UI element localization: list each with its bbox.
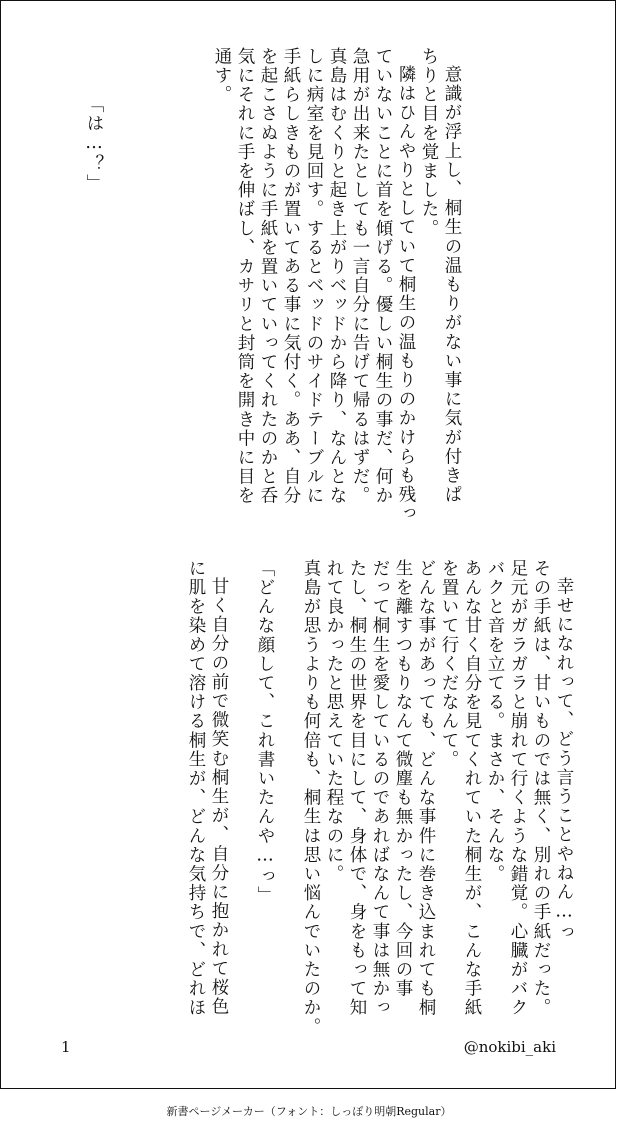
text-line: 気にそれに手を伸ばし、カサリと封筒を開き中に目を: [235, 47, 255, 506]
dialogue-text: 「は…？」: [84, 95, 104, 193]
text-line: 急用が出来たとしても一言自分に告げて帰るはずだ。: [350, 47, 370, 506]
footer-credit: 新書ページメーカー（フォント：しっぽり明朝Regular）: [166, 1105, 452, 1118]
text-line: しに病室を見回す。するとベッドのサイドテーブルに: [304, 47, 324, 506]
blank-line: [230, 559, 253, 1029]
text-line: 生を離すつもりなんて微塵も無かったし、今回の事: [393, 559, 413, 999]
upper-dialogue-line: [82, 95, 105, 193]
text-line: れて良かったと思えていた程なのに。: [324, 559, 344, 884]
text-line: ちりと目を覚ました。: [419, 47, 439, 238]
text-line: だって桐生を愛しているのであればなんて事は無かっ: [370, 559, 390, 1018]
text-line: その手紙は、甘いものでは無く、別れの手紙だった。: [531, 559, 551, 1018]
dialogue-text: 「どんな顔して、これ書いたんや…っ」: [255, 559, 275, 906]
text-line: 隣はひんやりとしていて桐生の温もりのかけらも残っ: [396, 65, 416, 524]
text-line: たし、桐生の世界を目にして、身体で、身をもって知: [347, 559, 367, 1018]
text-line: 通す。: [212, 47, 232, 105]
text-line: 真島が思うよりも何倍も、桐生は思い悩んでいたのか。: [301, 559, 321, 1037]
text-line: どんな事があっても、どんな事件に巻き込まれても桐: [416, 559, 436, 1018]
text-line: に肌を染めて溶ける桐生が、どんな気持ちで、どれほ: [186, 559, 206, 1018]
blank-line: [276, 559, 299, 1029]
text-line: あんな甘く自分を見てくれていた桐生が、こんな手紙: [462, 559, 482, 1018]
text-line: 甘く自分の前で微笑む桐生が、自分に抱かれて桜色: [209, 577, 229, 1017]
text-line: 真島はむくりと起き上がりベッドから降り、なんとな: [327, 47, 347, 506]
text-line: ていないことに首を傾げる。優しい桐生の事だ、何か: [373, 47, 393, 506]
text-line: 手紙らしきものが置いてある事に気付く。ああ、自分: [281, 47, 301, 506]
text-line: 意識が浮上し、桐生の温もりがない事に気が付きぱ: [442, 65, 462, 505]
text-line: 足元がガラガラと崩れて行くような錯覚。心臓がバク: [508, 559, 528, 1018]
author-handle: @nokibi_aki: [463, 1038, 556, 1056]
upper-text-block: [210, 47, 463, 547]
text-line: を起こさぬように手紙を置いていってくれたのかと呑: [258, 47, 278, 506]
page-number: 1: [61, 1038, 71, 1056]
text-line: バクと音を立てる。まさか、そんな。: [485, 559, 505, 884]
text-line: 幸せになれって、どう言うことやねん…っ: [554, 577, 574, 943]
text-line: を置いて行くだなんて。: [439, 559, 459, 770]
lower-text-block: [184, 559, 575, 1037]
